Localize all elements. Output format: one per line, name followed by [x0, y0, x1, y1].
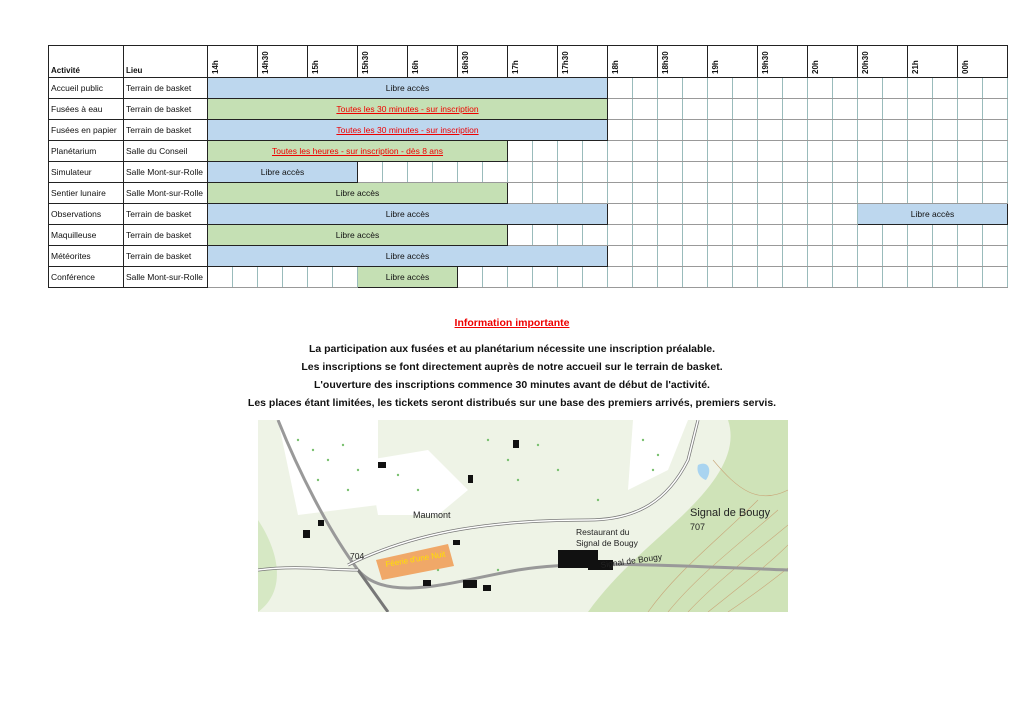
- empty-slot: [433, 162, 458, 183]
- activity-bar-label: Toutes les heures - sur inscription - dès 8 ans: [271, 146, 444, 156]
- header-time-2: [308, 46, 358, 78]
- activity-bar-label: Libre accès: [385, 209, 430, 219]
- activity-name: Météorites: [49, 246, 124, 267]
- activity-name: Sentier lunaire: [49, 183, 124, 204]
- map-label-altitude-704: 704: [350, 551, 365, 561]
- empty-slot: [783, 225, 808, 246]
- empty-slot: [708, 183, 733, 204]
- header-time-11: [758, 46, 808, 78]
- empty-slot: [308, 267, 333, 288]
- empty-slot: [983, 162, 1008, 183]
- schedule-row: [49, 204, 1008, 225]
- empty-slot: [808, 78, 833, 99]
- empty-slot: [883, 183, 908, 204]
- header-time-label: 18h: [611, 60, 620, 74]
- empty-slot: [683, 267, 708, 288]
- empty-slot: [533, 267, 558, 288]
- empty-slot: [258, 267, 283, 288]
- place-name: Terrain de basket: [124, 120, 208, 141]
- empty-slot: [633, 183, 658, 204]
- empty-slot: [733, 120, 758, 141]
- header-time-label: 17h: [511, 60, 520, 74]
- header-time-4: [408, 46, 458, 78]
- empty-slot: [508, 183, 533, 204]
- empty-slot: [908, 183, 933, 204]
- empty-slot: [883, 99, 908, 120]
- empty-slot: [733, 78, 758, 99]
- empty-slot: [758, 204, 783, 225]
- empty-slot: [608, 225, 633, 246]
- empty-slot: [658, 120, 683, 141]
- empty-slot: [708, 141, 733, 162]
- empty-slot: [933, 267, 958, 288]
- empty-slot: [733, 162, 758, 183]
- empty-slot: [608, 204, 633, 225]
- header-time-label: 16h30: [461, 51, 470, 74]
- activity-bar: [208, 78, 608, 99]
- empty-slot: [458, 267, 483, 288]
- empty-slot: [708, 204, 733, 225]
- empty-slot: [933, 246, 958, 267]
- empty-slot: [908, 162, 933, 183]
- empty-slot: [733, 267, 758, 288]
- empty-slot: [908, 225, 933, 246]
- empty-slot: [958, 162, 983, 183]
- empty-slot: [933, 225, 958, 246]
- empty-slot: [783, 120, 808, 141]
- empty-slot: [508, 267, 533, 288]
- empty-slot: [808, 183, 833, 204]
- empty-slot: [933, 162, 958, 183]
- empty-slot: [858, 267, 883, 288]
- empty-slot: [933, 183, 958, 204]
- empty-slot: [333, 267, 358, 288]
- empty-slot: [708, 162, 733, 183]
- empty-slot: [808, 267, 833, 288]
- empty-slot: [958, 267, 983, 288]
- empty-slot: [808, 246, 833, 267]
- info-line-2: Les inscriptions se font directement auprès de notre accueil sur le terrain de basket.: [301, 361, 723, 373]
- header-time-12: [808, 46, 858, 78]
- empty-slot: [808, 141, 833, 162]
- empty-slot: [883, 267, 908, 288]
- empty-slot: [983, 267, 1008, 288]
- header-time-label: 19h: [711, 60, 720, 74]
- empty-slot: [708, 267, 733, 288]
- empty-slot: [533, 162, 558, 183]
- empty-slot: [833, 141, 858, 162]
- empty-slot: [758, 246, 783, 267]
- empty-slot: [683, 204, 708, 225]
- empty-slot: [783, 183, 808, 204]
- empty-slot: [908, 99, 933, 120]
- empty-slot: [558, 225, 583, 246]
- empty-slot: [758, 99, 783, 120]
- empty-slot: [508, 225, 533, 246]
- empty-slot: [508, 162, 533, 183]
- empty-slot: [233, 267, 258, 288]
- empty-slot: [883, 162, 908, 183]
- empty-slot: [783, 78, 808, 99]
- empty-slot: [808, 204, 833, 225]
- activity-bar-label: Libre accès: [385, 251, 430, 261]
- empty-slot: [583, 162, 608, 183]
- activity-bar-label: Libre accès: [260, 167, 305, 177]
- empty-slot: [608, 183, 633, 204]
- schedule-body: [49, 78, 1008, 288]
- schedule-row: [49, 246, 1008, 267]
- empty-slot: [758, 120, 783, 141]
- empty-slot: [608, 141, 633, 162]
- header-time-1: [258, 46, 308, 78]
- activity-name: Fusées en papier: [49, 120, 124, 141]
- info-line-1: La participation aux fusées et au planétarium nécessite une inscription préalable.: [308, 343, 716, 355]
- schedule-row: [49, 141, 1008, 162]
- header-place: Lieu: [124, 46, 208, 78]
- empty-slot: [633, 78, 658, 99]
- activity-bar: [858, 204, 1008, 225]
- empty-slot: [933, 99, 958, 120]
- empty-slot: [458, 162, 483, 183]
- empty-slot: [758, 78, 783, 99]
- empty-slot: [858, 99, 883, 120]
- header-time-10: [708, 46, 758, 78]
- empty-slot: [758, 225, 783, 246]
- header-activity: Activité: [49, 46, 124, 78]
- empty-slot: [208, 267, 233, 288]
- empty-slot: [283, 267, 308, 288]
- empty-slot: [658, 78, 683, 99]
- empty-slot: [533, 141, 558, 162]
- schedule-row: [49, 120, 1008, 141]
- empty-slot: [833, 225, 858, 246]
- header-time-label: 18h30: [661, 51, 670, 74]
- empty-slot: [708, 246, 733, 267]
- empty-slot: [883, 225, 908, 246]
- schedule-row: [49, 99, 1008, 120]
- empty-slot: [683, 141, 708, 162]
- location-map: [258, 420, 788, 612]
- activity-bar-label: Libre accès: [910, 209, 955, 219]
- empty-slot: [758, 183, 783, 204]
- empty-slot: [983, 183, 1008, 204]
- empty-slot: [858, 246, 883, 267]
- header-time-8: [608, 46, 658, 78]
- empty-slot: [958, 78, 983, 99]
- place-name: Terrain de basket: [124, 99, 208, 120]
- empty-slot: [833, 267, 858, 288]
- empty-slot: [558, 183, 583, 204]
- empty-slot: [483, 267, 508, 288]
- activity-bar: [208, 120, 608, 141]
- empty-slot: [658, 246, 683, 267]
- empty-slot: [583, 141, 608, 162]
- empty-slot: [408, 162, 433, 183]
- empty-slot: [933, 78, 958, 99]
- empty-slot: [383, 162, 408, 183]
- empty-slot: [833, 204, 858, 225]
- info-line-4: Les places étant limitées, les tickets seront distribués sur une base des premiers arrivés, premiers servis.: [247, 397, 777, 409]
- header-time-5: [458, 46, 508, 78]
- empty-slot: [958, 141, 983, 162]
- header-time-label: 19h30: [761, 51, 770, 74]
- empty-slot: [633, 162, 658, 183]
- empty-slot: [608, 78, 633, 99]
- map-label-restaurant-2: Signal de Bougy: [576, 538, 638, 548]
- activity-bar: [208, 246, 608, 267]
- activity-name: Maquilleuse: [49, 225, 124, 246]
- header-time-3: [358, 46, 408, 78]
- activity-bar-label: Libre accès: [335, 188, 380, 198]
- activity-name: Accueil public: [49, 78, 124, 99]
- empty-slot: [933, 141, 958, 162]
- activity-bar: [208, 99, 608, 120]
- empty-slot: [633, 267, 658, 288]
- schedule-row: [49, 183, 1008, 204]
- empty-slot: [783, 267, 808, 288]
- empty-slot: [858, 183, 883, 204]
- empty-slot: [908, 78, 933, 99]
- empty-slot: [858, 162, 883, 183]
- place-name: Salle Mont-sur-Rolle: [124, 183, 208, 204]
- empty-slot: [633, 246, 658, 267]
- empty-slot: [983, 225, 1008, 246]
- activity-bar-label: Libre accès: [385, 83, 430, 93]
- empty-slot: [808, 162, 833, 183]
- empty-slot: [733, 99, 758, 120]
- empty-slot: [858, 120, 883, 141]
- schedule-row: [49, 267, 1008, 288]
- info-line-3: L'ouverture des inscriptions commence 30 minutes avant de début de l'activité.: [314, 379, 710, 391]
- place-name: Salle du Conseil: [124, 141, 208, 162]
- empty-slot: [883, 78, 908, 99]
- empty-slot: [983, 78, 1008, 99]
- activity-bar-label: Libre accès: [385, 272, 430, 282]
- header-time-label: 20h30: [861, 51, 870, 74]
- schedule-row: [49, 162, 1008, 183]
- empty-slot: [883, 120, 908, 141]
- map-label-event: Féerie d'une Nuit: [384, 549, 447, 569]
- empty-slot: [833, 162, 858, 183]
- empty-slot: [608, 162, 633, 183]
- header-time-label: 00h: [961, 60, 970, 74]
- header-time-label: 14h30: [261, 51, 270, 74]
- empty-slot: [958, 183, 983, 204]
- activity-bar-label: Toutes les 30 minutes - sur inscription: [336, 104, 479, 114]
- empty-slot: [658, 183, 683, 204]
- empty-slot: [983, 99, 1008, 120]
- empty-slot: [533, 183, 558, 204]
- map-label-signal-small: Signal de Bougy: [599, 551, 663, 570]
- empty-slot: [533, 225, 558, 246]
- empty-slot: [958, 99, 983, 120]
- header-time-label: 14h: [211, 60, 220, 74]
- empty-slot: [758, 267, 783, 288]
- empty-slot: [658, 267, 683, 288]
- empty-slot: [483, 162, 508, 183]
- empty-slot: [733, 141, 758, 162]
- empty-slot: [808, 225, 833, 246]
- schedule-table: [48, 45, 1008, 288]
- empty-slot: [658, 225, 683, 246]
- place-name: Terrain de basket: [124, 78, 208, 99]
- empty-slot: [683, 246, 708, 267]
- activity-bar-label: Libre accès: [335, 230, 380, 240]
- empty-slot: [583, 225, 608, 246]
- empty-slot: [908, 246, 933, 267]
- header-time-label: 15h30: [361, 51, 370, 74]
- empty-slot: [908, 141, 933, 162]
- empty-slot: [683, 225, 708, 246]
- header-time-13: [858, 46, 908, 78]
- empty-slot: [658, 204, 683, 225]
- empty-slot: [558, 141, 583, 162]
- info-title: Information importante: [454, 317, 570, 329]
- header-time-15: [958, 46, 1008, 78]
- activity-name: Observations: [49, 204, 124, 225]
- empty-slot: [883, 246, 908, 267]
- header-time-6: [508, 46, 558, 78]
- empty-slot: [733, 204, 758, 225]
- empty-slot: [833, 99, 858, 120]
- empty-slot: [608, 99, 633, 120]
- activity-bar-label: Toutes les 30 minutes - sur inscription: [336, 125, 479, 135]
- empty-slot: [708, 78, 733, 99]
- header-time-9: [658, 46, 708, 78]
- empty-slot: [358, 162, 383, 183]
- empty-slot: [983, 141, 1008, 162]
- empty-slot: [683, 120, 708, 141]
- empty-slot: [833, 246, 858, 267]
- empty-slot: [733, 225, 758, 246]
- activity-name: Simulateur: [49, 162, 124, 183]
- map-label-altitude-707: 707: [690, 522, 706, 532]
- empty-slot: [683, 162, 708, 183]
- empty-slot: [708, 120, 733, 141]
- place-name: Salle Mont-sur-Rolle: [124, 162, 208, 183]
- empty-slot: [783, 99, 808, 120]
- empty-slot: [608, 267, 633, 288]
- empty-slot: [858, 225, 883, 246]
- empty-slot: [958, 225, 983, 246]
- place-name: Salle Mont-sur-Rolle: [124, 267, 208, 288]
- empty-slot: [683, 183, 708, 204]
- empty-slot: [783, 141, 808, 162]
- empty-slot: [733, 183, 758, 204]
- empty-slot: [833, 183, 858, 204]
- empty-slot: [883, 141, 908, 162]
- empty-slot: [633, 141, 658, 162]
- place-name: Terrain de basket: [124, 204, 208, 225]
- empty-slot: [633, 99, 658, 120]
- empty-slot: [783, 204, 808, 225]
- empty-slot: [683, 78, 708, 99]
- empty-slot: [558, 162, 583, 183]
- header-row: [49, 46, 1008, 78]
- empty-slot: [633, 225, 658, 246]
- activity-name: Planétarium: [49, 141, 124, 162]
- empty-slot: [658, 141, 683, 162]
- header-time-label: 17h30: [561, 51, 570, 74]
- header-time-14: [908, 46, 958, 78]
- activity-bar: [358, 267, 458, 288]
- empty-slot: [658, 99, 683, 120]
- schedule-row: [49, 78, 1008, 99]
- empty-slot: [833, 78, 858, 99]
- empty-slot: [933, 120, 958, 141]
- header-time-label: 20h: [811, 60, 820, 74]
- place-name: Terrain de basket: [124, 225, 208, 246]
- schedule-row: [49, 225, 1008, 246]
- empty-slot: [733, 246, 758, 267]
- header-time-label: 15h: [311, 60, 320, 74]
- header-time-7: [558, 46, 608, 78]
- empty-slot: [983, 246, 1008, 267]
- empty-slot: [758, 162, 783, 183]
- activity-bar: [208, 204, 608, 225]
- empty-slot: [583, 183, 608, 204]
- empty-slot: [958, 246, 983, 267]
- header-time-label: 21h: [911, 60, 920, 74]
- empty-slot: [758, 141, 783, 162]
- activity-name: Conférence: [49, 267, 124, 288]
- empty-slot: [983, 120, 1008, 141]
- empty-slot: [608, 120, 633, 141]
- empty-slot: [508, 141, 533, 162]
- activity-bar: [208, 141, 508, 162]
- map-label-restaurant-1: Restaurant du: [576, 527, 630, 537]
- empty-slot: [783, 162, 808, 183]
- empty-slot: [783, 246, 808, 267]
- empty-slot: [583, 267, 608, 288]
- activity-bar: [208, 225, 508, 246]
- empty-slot: [808, 120, 833, 141]
- empty-slot: [858, 141, 883, 162]
- empty-slot: [908, 267, 933, 288]
- empty-slot: [808, 99, 833, 120]
- empty-slot: [708, 225, 733, 246]
- empty-slot: [833, 120, 858, 141]
- empty-slot: [683, 99, 708, 120]
- activity-name: Fusées à eau: [49, 99, 124, 120]
- map-label-signal-large: Signal de Bougy: [690, 507, 771, 519]
- empty-slot: [608, 246, 633, 267]
- activity-bar: [208, 162, 358, 183]
- header-time-label: 16h: [411, 60, 420, 74]
- empty-slot: [708, 99, 733, 120]
- empty-slot: [958, 120, 983, 141]
- activity-bar: [208, 183, 508, 204]
- empty-slot: [558, 267, 583, 288]
- empty-slot: [633, 204, 658, 225]
- header-time-0: [208, 46, 258, 78]
- empty-slot: [858, 78, 883, 99]
- map-label-maumont: Maumont: [413, 510, 451, 520]
- empty-slot: [658, 162, 683, 183]
- empty-slot: [908, 120, 933, 141]
- empty-slot: [633, 120, 658, 141]
- place-name: Terrain de basket: [124, 246, 208, 267]
